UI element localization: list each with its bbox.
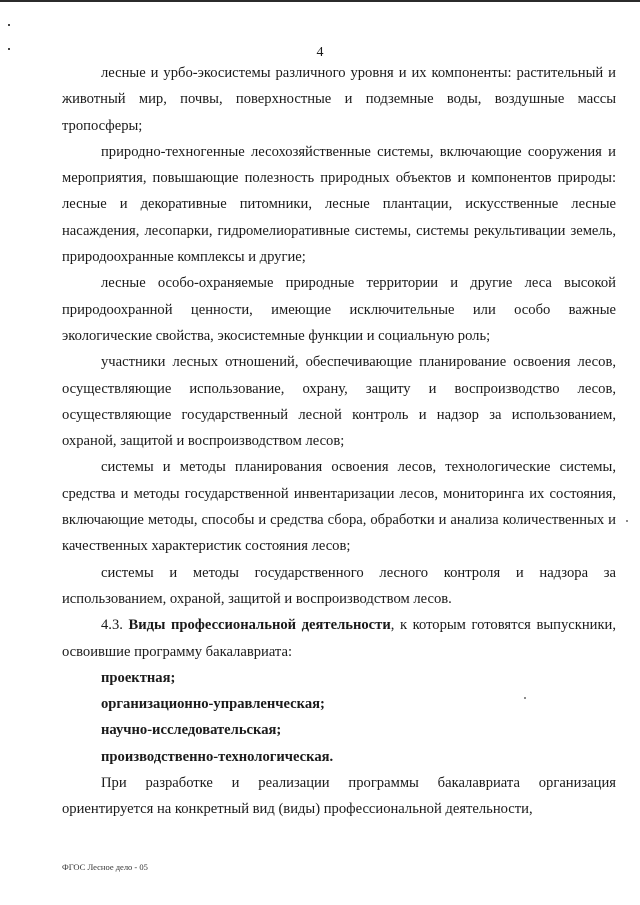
activity-item: научно-исследовательская; bbox=[101, 722, 282, 739]
paragraph: природно-техногенные лесохозяйственные системы, включающие сооружения и мероприятия, повышающие полезность природных объектов и компонентов природы: лесные и декоративные питомники, лесные плантации, искусственные лесные насаждения, лесопарки, гидромелиоративные системы, системы рекультивации земель, природоохранные комплексы и другие; bbox=[62, 143, 616, 266]
document-body bbox=[62, 60, 616, 823]
scan-mark bbox=[8, 24, 10, 26]
paragraph: системы и методы планирования освоения лесов, технологические системы, средства и методы государственной инвентаризации лесов, мониторинга их состояния, включающие методы, способы и средства сбора, обработки и анализа количественных и качественных характеристик состояния лесов; bbox=[62, 459, 616, 555]
paragraph: лесные и урбо-экосистемы различного уровня и их компоненты: растительный и животный мир, почвы, поверхностные и подземные воды, воздушные массы тропосферы; bbox=[62, 65, 616, 134]
activity-item: проектная; bbox=[101, 669, 176, 686]
scan-speck bbox=[524, 697, 526, 699]
section-paragraph bbox=[62, 612, 616, 665]
paragraph: участники лесных отношений, обеспечивающие планирование освоения лесов, осуществляющие использование, охрану, защиту и воспроизводство лесов, осуществляющие государственный лесной контроль и надзор за использованием, охраной, защитой и воспроизводством лесов; bbox=[62, 354, 616, 450]
page-footer: ФГОС Лесное дело - 05 bbox=[62, 862, 148, 872]
scan-speck bbox=[626, 520, 628, 522]
section-number: 4.3. bbox=[101, 617, 123, 634]
page-number: 4 bbox=[316, 45, 324, 60]
section-text: , к которым готовятся выпускники, освоившие программу бакалавриата: bbox=[62, 617, 616, 660]
section-heading: Виды профессиональной деятельности bbox=[128, 617, 391, 634]
scan-top-edge bbox=[0, 0, 640, 2]
paragraph: лесные особо-охраняемые природные территории и другие леса высокой природоохранной ценности, имеющие исключительные или особо важные экологические свойства, экосистемные функции и социальную роль; bbox=[62, 275, 616, 344]
paragraph: системы и методы государственного лесного контроля и надзора за использованием, охраной, защитой и воспроизводством лесов. bbox=[62, 564, 616, 607]
activity-item: организационно-управленческая; bbox=[101, 696, 325, 713]
paragraph: При разработке и реализации программы бакалавриата организация ориентируется на конкретный вид (виды) профессиональной деятельности, bbox=[62, 775, 616, 818]
activity-item: производственно-технологическая. bbox=[101, 748, 334, 765]
